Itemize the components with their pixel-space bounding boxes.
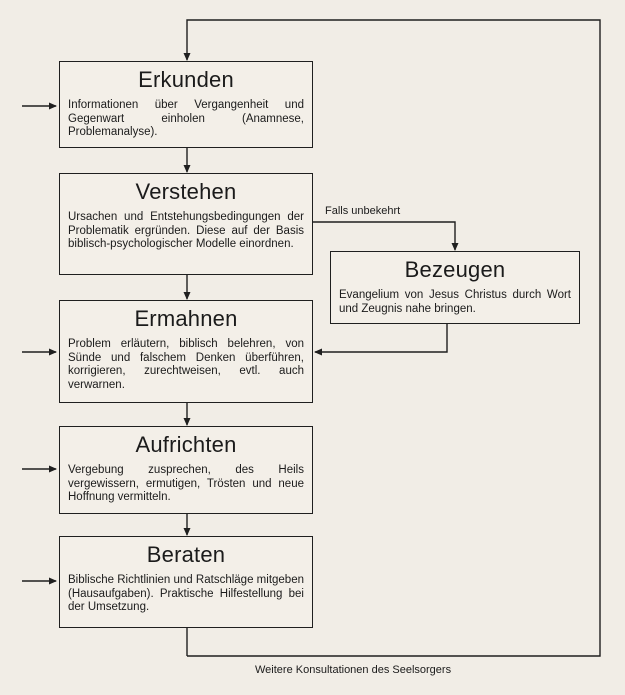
step-erkunden-text: Informationen über Vergangenheit und Gegenwart einholen (Anamnese, Problemanalyse). (68, 99, 304, 138)
step-beraten (59, 536, 313, 628)
step-bezeugen-title: Bezeugen (404, 257, 506, 282)
step-erkunden-title: Erkunden (138, 67, 234, 92)
step-erkunden (59, 61, 313, 148)
branch-label: Falls unbekehrt (325, 205, 401, 217)
step-aufrichten-title: Aufrichten (135, 432, 237, 457)
step-beraten-title: Beraten (146, 542, 226, 567)
step-verstehen (59, 173, 313, 275)
step-beraten-text: Biblische Richtlinien und Ratschläge mitgeben (Hausaufgaben). Praktische Hilfestellung bei der Umsetzung. (68, 574, 304, 613)
step-bezeugen (330, 251, 580, 324)
loop-label: Weitere Konsultationen des Seelsorgers (255, 664, 452, 676)
step-verstehen-title: Verstehen (135, 179, 237, 204)
step-ermahnen (59, 300, 313, 403)
arrow-bezeugen-ermahnen (315, 324, 447, 352)
step-aufrichten (59, 426, 313, 514)
step-bezeugen-text: Evangelium von Jesus Christus durch Wort und Zeugnis nahe bringen. (339, 289, 571, 315)
step-ermahnen-title: Ermahnen (134, 306, 238, 331)
step-verstehen-text: Ursachen und Entstehungsbedingungen der Problematik ergründen. Diese auf der Basis biblisch-psychologischer Modelle einordnen. (68, 211, 304, 250)
arrow-verstehen-bezeugen (313, 222, 455, 250)
step-aufrichten-text: Vergebung zusprechen, des Heils vergewissern, ermutigen, Trösten und neue Hoffnung vermitteln. (68, 464, 304, 503)
step-ermahnen-text: Problem erläutern, biblisch belehren, von Sünde und falschem Denken überführen, korrigieren, zurechtweisen, evtl. auch verwarnen. (68, 338, 304, 391)
